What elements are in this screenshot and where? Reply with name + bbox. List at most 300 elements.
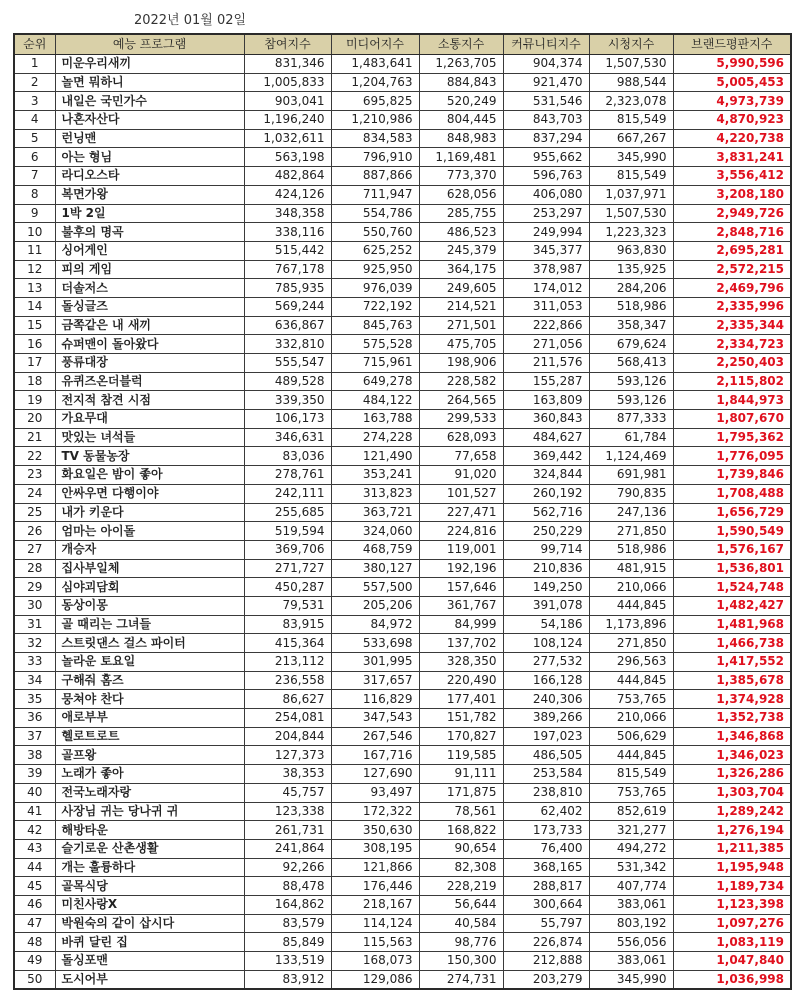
media-cell: 93,497 <box>331 783 419 802</box>
community-cell: 324,844 <box>503 466 589 485</box>
media-cell: 163,788 <box>331 410 419 429</box>
brand-index-cell: 1,536,801 <box>673 559 791 578</box>
community-cell: 108,124 <box>503 634 589 653</box>
viewership-cell: 815,549 <box>589 167 673 186</box>
program-name-cell: 슬기로운 산촌생활 <box>55 839 244 858</box>
program-name-cell: 도시어부 <box>55 970 244 989</box>
viewership-cell: 135,925 <box>589 260 673 279</box>
communication-cell: 848,983 <box>419 129 503 148</box>
program-name-cell: 맛있는 녀석들 <box>55 428 244 447</box>
media-cell: 129,086 <box>331 970 419 989</box>
rank-cell: 33 <box>14 653 55 672</box>
viewership-cell: 444,845 <box>589 746 673 765</box>
rank-cell: 20 <box>14 410 55 429</box>
participation-cell: 415,364 <box>244 634 331 653</box>
communication-cell: 98,776 <box>419 933 503 952</box>
table-row <box>14 653 791 672</box>
community-cell: 99,714 <box>503 540 589 559</box>
brand-index-cell: 2,250,403 <box>673 354 791 373</box>
program-name-cell: 돌싱글즈 <box>55 297 244 316</box>
media-cell: 301,995 <box>331 653 419 672</box>
participation-cell: 38,353 <box>244 765 331 784</box>
viewership-cell: 593,126 <box>589 372 673 391</box>
header-brand-index: 브랜드평판지수 <box>673 34 791 55</box>
community-cell: 76,400 <box>503 839 589 858</box>
media-cell: 168,073 <box>331 952 419 971</box>
brand-index-cell: 1,844,973 <box>673 391 791 410</box>
brand-index-cell: 3,556,412 <box>673 167 791 186</box>
community-cell: 166,128 <box>503 671 589 690</box>
media-cell: 796,910 <box>331 148 419 167</box>
program-name-cell: 사장님 귀는 당나귀 귀 <box>55 802 244 821</box>
participation-cell: 241,864 <box>244 839 331 858</box>
media-cell: 274,228 <box>331 428 419 447</box>
community-cell: 596,763 <box>503 167 589 186</box>
brand-index-cell: 3,831,241 <box>673 148 791 167</box>
community-cell: 238,810 <box>503 783 589 802</box>
table-row <box>14 765 791 784</box>
program-name-cell: 엄마는 아이돌 <box>55 522 244 541</box>
table-row <box>14 354 791 373</box>
participation-cell: 164,862 <box>244 895 331 914</box>
viewership-cell: 210,066 <box>589 709 673 728</box>
table-row <box>14 447 791 466</box>
communication-cell: 628,093 <box>419 428 503 447</box>
viewership-cell: 444,845 <box>589 671 673 690</box>
community-cell: 904,374 <box>503 55 589 74</box>
communication-cell: 264,565 <box>419 391 503 410</box>
brand-index-cell: 4,870,923 <box>673 111 791 130</box>
table-row <box>14 709 791 728</box>
participation-cell: 515,442 <box>244 241 331 260</box>
viewership-cell: 790,835 <box>589 484 673 503</box>
viewership-cell: 556,056 <box>589 933 673 952</box>
rank-cell: 21 <box>14 428 55 447</box>
media-cell: 84,972 <box>331 615 419 634</box>
participation-cell: 903,041 <box>244 92 331 111</box>
program-name-cell: 노래가 좋아 <box>55 765 244 784</box>
table-row <box>14 484 791 503</box>
table-row <box>14 297 791 316</box>
program-name-cell: 유퀴즈온더블럭 <box>55 372 244 391</box>
rank-cell: 17 <box>14 354 55 373</box>
brand-index-cell: 1,083,119 <box>673 933 791 952</box>
program-name-cell: 불후의 명곡 <box>55 223 244 242</box>
brand-index-cell: 1,482,427 <box>673 596 791 615</box>
community-cell: 211,576 <box>503 354 589 373</box>
table-row <box>14 522 791 541</box>
rank-cell: 43 <box>14 839 55 858</box>
communication-cell: 228,582 <box>419 372 503 391</box>
program-name-cell: 개는 훌륭하다 <box>55 858 244 877</box>
media-cell: 1,204,763 <box>331 73 419 92</box>
table-row <box>14 746 791 765</box>
viewership-cell: 210,066 <box>589 578 673 597</box>
participation-cell: 204,844 <box>244 727 331 746</box>
program-name-cell: 미친사랑X <box>55 895 244 914</box>
participation-cell: 338,116 <box>244 223 331 242</box>
community-cell: 173,733 <box>503 821 589 840</box>
brand-index-cell: 3,208,180 <box>673 185 791 204</box>
brand-index-cell: 1,739,846 <box>673 466 791 485</box>
table-row <box>14 671 791 690</box>
communication-cell: 214,521 <box>419 297 503 316</box>
header-participation: 참여지수 <box>244 34 331 55</box>
community-cell: 271,056 <box>503 335 589 354</box>
rank-cell: 48 <box>14 933 55 952</box>
table-row <box>14 634 791 653</box>
brand-index-cell: 1,590,549 <box>673 522 791 541</box>
media-cell: 380,127 <box>331 559 419 578</box>
table-row <box>14 391 791 410</box>
communication-cell: 198,906 <box>419 354 503 373</box>
brand-index-cell: 5,990,596 <box>673 55 791 74</box>
participation-cell: 339,350 <box>244 391 331 410</box>
community-cell: 277,532 <box>503 653 589 672</box>
media-cell: 976,039 <box>331 279 419 298</box>
communication-cell: 77,658 <box>419 447 503 466</box>
brand-index-cell: 1,195,948 <box>673 858 791 877</box>
communication-cell: 285,755 <box>419 204 503 223</box>
participation-cell: 569,244 <box>244 297 331 316</box>
media-cell: 167,716 <box>331 746 419 765</box>
brand-index-cell: 1,189,734 <box>673 877 791 896</box>
program-name-cell: 안싸우면 다행이야 <box>55 484 244 503</box>
participation-cell: 831,346 <box>244 55 331 74</box>
rank-cell: 25 <box>14 503 55 522</box>
viewership-cell: 963,830 <box>589 241 673 260</box>
communication-cell: 56,644 <box>419 895 503 914</box>
communication-cell: 1,263,705 <box>419 55 503 74</box>
community-cell: 55,797 <box>503 914 589 933</box>
brand-index-cell: 4,220,738 <box>673 129 791 148</box>
participation-cell: 271,727 <box>244 559 331 578</box>
table-row <box>14 111 791 130</box>
community-cell: 163,809 <box>503 391 589 410</box>
table-row <box>14 223 791 242</box>
community-cell: 369,442 <box>503 447 589 466</box>
rank-cell: 15 <box>14 316 55 335</box>
rank-cell: 22 <box>14 447 55 466</box>
brand-index-cell: 1,047,840 <box>673 952 791 971</box>
program-name-cell: 개승자 <box>55 540 244 559</box>
communication-cell: 228,219 <box>419 877 503 896</box>
viewership-cell: 753,765 <box>589 690 673 709</box>
rank-cell: 31 <box>14 615 55 634</box>
program-name-cell: 가요무대 <box>55 410 244 429</box>
brand-index-cell: 1,481,968 <box>673 615 791 634</box>
rank-cell: 32 <box>14 634 55 653</box>
rank-cell: 6 <box>14 148 55 167</box>
participation-cell: 255,685 <box>244 503 331 522</box>
community-cell: 174,012 <box>503 279 589 298</box>
viewership-cell: 753,765 <box>589 783 673 802</box>
brand-index-cell: 1,417,552 <box>673 653 791 672</box>
community-cell: 253,297 <box>503 204 589 223</box>
table-row <box>14 858 791 877</box>
rank-cell: 49 <box>14 952 55 971</box>
community-cell: 155,287 <box>503 372 589 391</box>
participation-cell: 563,198 <box>244 148 331 167</box>
media-cell: 115,563 <box>331 933 419 952</box>
viewership-cell: 494,272 <box>589 839 673 858</box>
participation-cell: 127,373 <box>244 746 331 765</box>
rank-cell: 2 <box>14 73 55 92</box>
table-row <box>14 839 791 858</box>
brand-index-cell: 2,334,723 <box>673 335 791 354</box>
participation-cell: 236,558 <box>244 671 331 690</box>
participation-cell: 213,112 <box>244 653 331 672</box>
viewership-cell: 531,342 <box>589 858 673 877</box>
communication-cell: 271,501 <box>419 316 503 335</box>
viewership-cell: 1,037,971 <box>589 185 673 204</box>
communication-cell: 157,646 <box>419 578 503 597</box>
community-cell: 240,306 <box>503 690 589 709</box>
viewership-cell: 518,986 <box>589 297 673 316</box>
community-cell: 486,505 <box>503 746 589 765</box>
rank-cell: 4 <box>14 111 55 130</box>
table-row <box>14 503 791 522</box>
rank-cell: 41 <box>14 802 55 821</box>
viewership-cell: 1,223,323 <box>589 223 673 242</box>
rank-cell: 27 <box>14 540 55 559</box>
participation-cell: 88,478 <box>244 877 331 896</box>
program-name-cell: 미운우리새끼 <box>55 55 244 74</box>
community-cell: 260,192 <box>503 484 589 503</box>
participation-cell: 767,178 <box>244 260 331 279</box>
program-name-cell: TV 동물농장 <box>55 447 244 466</box>
communication-cell: 91,020 <box>419 466 503 485</box>
rank-cell: 7 <box>14 167 55 186</box>
community-cell: 253,584 <box>503 765 589 784</box>
table-row <box>14 185 791 204</box>
media-cell: 114,124 <box>331 914 419 933</box>
media-cell: 121,490 <box>331 447 419 466</box>
media-cell: 116,829 <box>331 690 419 709</box>
table-row <box>14 727 791 746</box>
viewership-cell: 383,061 <box>589 952 673 971</box>
viewership-cell: 247,136 <box>589 503 673 522</box>
community-cell: 406,080 <box>503 185 589 204</box>
program-name-cell: 전국노래자랑 <box>55 783 244 802</box>
media-cell: 218,167 <box>331 895 419 914</box>
table-row <box>14 952 791 971</box>
community-cell: 378,987 <box>503 260 589 279</box>
communication-cell: 177,401 <box>419 690 503 709</box>
table-row <box>14 877 791 896</box>
program-name-cell: 박원숙의 같이 삽시다 <box>55 914 244 933</box>
viewership-cell: 518,986 <box>589 540 673 559</box>
community-cell: 249,994 <box>503 223 589 242</box>
media-cell: 1,483,641 <box>331 55 419 74</box>
program-name-cell: 바퀴 달린 집 <box>55 933 244 952</box>
community-cell: 843,703 <box>503 111 589 130</box>
communication-cell: 486,523 <box>419 223 503 242</box>
table-row <box>14 895 791 914</box>
rank-cell: 14 <box>14 297 55 316</box>
rank-cell: 19 <box>14 391 55 410</box>
brand-index-cell: 1,656,729 <box>673 503 791 522</box>
brand-index-cell: 4,973,739 <box>673 92 791 111</box>
communication-cell: 361,767 <box>419 596 503 615</box>
brand-index-cell: 2,335,996 <box>673 297 791 316</box>
community-cell: 203,279 <box>503 970 589 989</box>
table-row <box>14 204 791 223</box>
program-name-cell: 심야괴담회 <box>55 578 244 597</box>
media-cell: 695,825 <box>331 92 419 111</box>
table-row <box>14 55 791 74</box>
media-cell: 575,528 <box>331 335 419 354</box>
community-cell: 149,250 <box>503 578 589 597</box>
rank-cell: 40 <box>14 783 55 802</box>
rank-cell: 28 <box>14 559 55 578</box>
participation-cell: 555,547 <box>244 354 331 373</box>
program-name-cell: 내일은 국민가수 <box>55 92 244 111</box>
table-row <box>14 540 791 559</box>
table-row <box>14 783 791 802</box>
table-row <box>14 279 791 298</box>
program-name-cell: 피의 게임 <box>55 260 244 279</box>
brand-reputation-table <box>13 33 792 990</box>
media-cell: 625,252 <box>331 241 419 260</box>
rank-cell: 23 <box>14 466 55 485</box>
viewership-cell: 1,507,530 <box>589 55 673 74</box>
rank-cell: 1 <box>14 55 55 74</box>
viewership-cell: 444,845 <box>589 596 673 615</box>
communication-cell: 773,370 <box>419 167 503 186</box>
communication-cell: 224,816 <box>419 522 503 541</box>
media-cell: 121,866 <box>331 858 419 877</box>
brand-index-cell: 1,466,738 <box>673 634 791 653</box>
communication-cell: 192,196 <box>419 559 503 578</box>
rank-cell: 26 <box>14 522 55 541</box>
rank-cell: 37 <box>14 727 55 746</box>
viewership-cell: 1,507,530 <box>589 204 673 223</box>
brand-index-cell: 1,795,362 <box>673 428 791 447</box>
participation-cell: 92,266 <box>244 858 331 877</box>
viewership-cell: 667,267 <box>589 129 673 148</box>
communication-cell: 884,843 <box>419 73 503 92</box>
community-cell: 226,874 <box>503 933 589 952</box>
rank-cell: 45 <box>14 877 55 896</box>
communication-cell: 171,875 <box>419 783 503 802</box>
media-cell: 468,759 <box>331 540 419 559</box>
program-name-cell: 내가 키운다 <box>55 503 244 522</box>
rank-cell: 35 <box>14 690 55 709</box>
program-name-cell: 골프왕 <box>55 746 244 765</box>
community-cell: 222,866 <box>503 316 589 335</box>
communication-cell: 170,827 <box>419 727 503 746</box>
viewership-cell: 815,549 <box>589 765 673 784</box>
media-cell: 649,278 <box>331 372 419 391</box>
program-name-cell: 더솔저스 <box>55 279 244 298</box>
rank-cell: 39 <box>14 765 55 784</box>
participation-cell: 133,519 <box>244 952 331 971</box>
communication-cell: 520,249 <box>419 92 503 111</box>
community-cell: 484,627 <box>503 428 589 447</box>
media-cell: 350,630 <box>331 821 419 840</box>
participation-cell: 278,761 <box>244 466 331 485</box>
rank-cell: 18 <box>14 372 55 391</box>
program-name-cell: 동상이몽 <box>55 596 244 615</box>
table-row <box>14 241 791 260</box>
media-cell: 172,322 <box>331 802 419 821</box>
header-community: 커뮤니티지수 <box>503 34 589 55</box>
brand-index-cell: 1,807,670 <box>673 410 791 429</box>
community-cell: 837,294 <box>503 129 589 148</box>
rank-cell: 11 <box>14 241 55 260</box>
communication-cell: 119,585 <box>419 746 503 765</box>
communication-cell: 364,175 <box>419 260 503 279</box>
program-name-cell: 골목식당 <box>55 877 244 896</box>
viewership-cell: 358,347 <box>589 316 673 335</box>
communication-cell: 137,702 <box>419 634 503 653</box>
table-row <box>14 970 791 989</box>
participation-cell: 785,935 <box>244 279 331 298</box>
viewership-cell: 481,915 <box>589 559 673 578</box>
rank-cell: 44 <box>14 858 55 877</box>
program-name-cell: 슈퍼맨이 돌아왔다 <box>55 335 244 354</box>
brand-index-cell: 1,776,095 <box>673 447 791 466</box>
program-name-cell: 금쪽같은 내 새끼 <box>55 316 244 335</box>
brand-index-cell: 2,695,281 <box>673 241 791 260</box>
media-cell: 308,195 <box>331 839 419 858</box>
rank-cell: 8 <box>14 185 55 204</box>
participation-cell: 86,627 <box>244 690 331 709</box>
table-row <box>14 316 791 335</box>
media-cell: 722,192 <box>331 297 419 316</box>
table-row <box>14 428 791 447</box>
media-cell: 205,206 <box>331 596 419 615</box>
communication-cell: 151,782 <box>419 709 503 728</box>
communication-cell: 91,111 <box>419 765 503 784</box>
community-cell: 368,165 <box>503 858 589 877</box>
rank-cell: 29 <box>14 578 55 597</box>
participation-cell: 261,731 <box>244 821 331 840</box>
communication-cell: 101,527 <box>419 484 503 503</box>
community-cell: 955,662 <box>503 148 589 167</box>
media-cell: 1,210,986 <box>331 111 419 130</box>
participation-cell: 636,867 <box>244 316 331 335</box>
viewership-cell: 321,277 <box>589 821 673 840</box>
brand-index-cell: 2,848,716 <box>673 223 791 242</box>
media-cell: 925,950 <box>331 260 419 279</box>
media-cell: 554,786 <box>331 204 419 223</box>
program-name-cell: 뭉쳐야 찬다 <box>55 690 244 709</box>
communication-cell: 150,300 <box>419 952 503 971</box>
table-row <box>14 260 791 279</box>
viewership-cell: 506,629 <box>589 727 673 746</box>
table-row <box>14 410 791 429</box>
table-row <box>14 802 791 821</box>
header-rank: 순위 <box>14 34 55 55</box>
table-row <box>14 821 791 840</box>
community-cell: 300,664 <box>503 895 589 914</box>
table-row <box>14 129 791 148</box>
program-name-cell: 애로부부 <box>55 709 244 728</box>
rank-cell: 30 <box>14 596 55 615</box>
viewership-cell: 345,990 <box>589 148 673 167</box>
community-cell: 360,843 <box>503 410 589 429</box>
media-cell: 127,690 <box>331 765 419 784</box>
brand-index-cell: 1,524,748 <box>673 578 791 597</box>
media-cell: 363,721 <box>331 503 419 522</box>
rank-cell: 42 <box>14 821 55 840</box>
media-cell: 715,961 <box>331 354 419 373</box>
program-name-cell: 화요일은 밤이 좋아 <box>55 466 244 485</box>
participation-cell: 123,338 <box>244 802 331 821</box>
brand-index-cell: 2,115,802 <box>673 372 791 391</box>
